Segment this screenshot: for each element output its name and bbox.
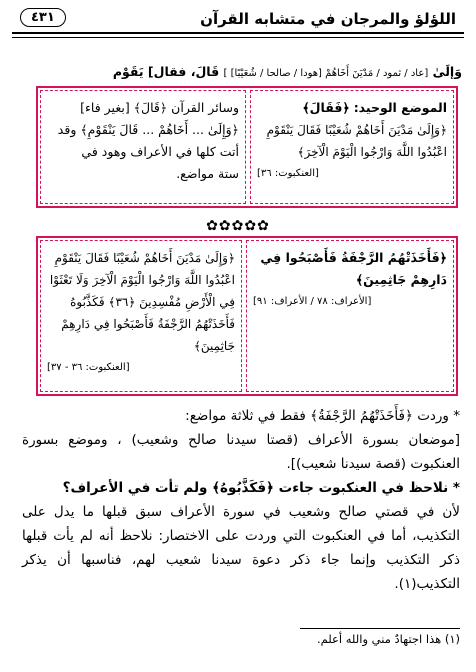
footnote: (١) هذا اجتهادٌ مني والله أعلم. [316, 632, 460, 646]
entry-lead: وَإِلَىٰ [432, 64, 462, 79]
box1-quote-word: ﴿فَقَالَ﴾ [302, 100, 350, 115]
page-number: ٤٣١ [20, 8, 66, 27]
book-title: اللؤلؤ والمرجان في متشابه القرآن [200, 10, 456, 28]
box1-verse: ﴿وَإِلَىٰ مَدْيَنَ أَخَاهُمْ شُعَيْبًا فَقَالَ يَنْقَوْمِ اعْبُدُوا اللَّهَ وَارْجُوا الْيَوْمَ الْآخِرَ﴾ [266, 123, 447, 159]
entry-list: [عاد / ثمود / مَدْيَنَ أَخَاهُمْ [هودا / صالحا / شُعَيْبًا] ] [223, 68, 429, 79]
box1-left-line3: أتت كلها في الأعراف وهود في [81, 144, 239, 159]
box1-ref: [العنكبوت: ٣٦] [257, 168, 319, 179]
box1-left-line1: وسائر القرآن ﴿قَالَ﴾ [بغير فاء] [80, 100, 239, 115]
box2-phrase: ﴿فَأَخَذَتْهُمُ الرَّجْفَةُ فَأَصْبَحُوا فِي دَارِهِمْ جَاثِمِينَ﴾ [260, 250, 447, 287]
box2-verse: ﴿وَإِلَىٰ مَدْيَنَ أَخَاهُمْ شُعَيْبًا فَقَالَ يَنْقَوْمِ اعْبُدُوا اللَّهَ وَارْجُوا الْيَوْمَ الْآخِرَ وَلَا تَعْثَوْا فِي الْأَرْضِ مُفْسِدِينَ ﴿٣٦﴾ فَكَذَّبُوهُ فَأَخَذَتْهُمُ الرَّجْفَةُ فَأَصْبَحُوا فِي دَارِهِمْ جَاثِمِينَ﴾ [49, 251, 235, 353]
header-rule-thin [12, 37, 464, 38]
body-paragraph-1: * وردت ﴿فَأَخَذَتْهُمُ الرَّجْفَةُ﴾ فقط في ثلاثة مواضع: [185, 408, 460, 424]
footnote-rule [300, 628, 460, 629]
box2-right-ref: [الأعراف: ٧٨ / الأعراف: ٩١] [253, 296, 372, 307]
box2-left-ref: [العنكبوت: ٣٦ - ٣٧] [47, 362, 130, 373]
body-paragraph-4: لأن في قصتي صالح وشعيب في سورة الأعراف سبق قبلها ما يدل على التكذيب، أما في العنكبوت التي وردت على الاختصار: نلاحظ أنه لم يأت قبلها ذكر التكذيب وإنما جاء ذكر دعوة سيدنا شعيب لهم، فناسبها أن يذكر التكذيب(١). [22, 504, 460, 592]
entry-tail: قَالَ، فقال] يَقَوْمِ [112, 64, 220, 79]
body-paragraph-2: [موضعان بسورة الأعراف (قصتا سيدنا صالح وشعيب) ، وموضع بسورة العنكبوت (قصة سيدنا شعيب)]. [22, 432, 460, 472]
page-header [12, 8, 464, 32]
entry-heading [16, 64, 462, 79]
box2-right-cell [246, 240, 454, 392]
box1-left-line2: ﴿وَإِلَىٰ ... أَخَاهُمْ ... قَالَ يَنْقَوْمِ﴾ وقد [57, 122, 239, 137]
box1-right-cell [250, 90, 454, 204]
box2-left-cell [40, 240, 242, 392]
box1-left-cell [40, 90, 246, 204]
box1-left-line4: ستة مواضع. [176, 166, 239, 181]
section-separator: ✿✿✿✿✿ [206, 218, 270, 234]
body-question: * نلاحظ في العنكبوت جاءت ﴿فَكَذَّبُوهُ﴾ ولم تأت في الأعراف؟ [62, 480, 460, 496]
box1-heading: الموضع الوحيد: [353, 100, 447, 115]
header-rule [12, 32, 464, 34]
